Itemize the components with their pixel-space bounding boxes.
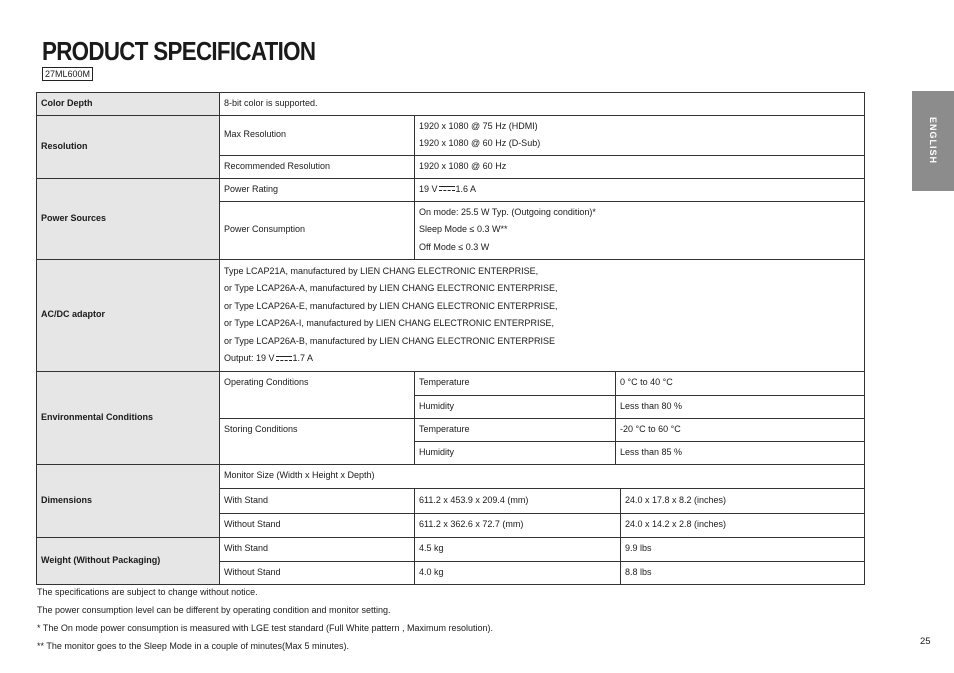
off-mode: Off Mode ≤ 0.3 W — [419, 241, 490, 252]
adaptor-label: AC/DC adaptor — [37, 259, 220, 371]
operating-conditions-label: Operating Conditions — [220, 371, 415, 418]
dim-with-stand-mm: 611.2 x 453.9 x 209.4 (mm) — [415, 488, 621, 513]
adaptor-output-current: 1.7 A — [292, 353, 314, 363]
dim-without-stand-in: 24.0 x 14.2 x 2.8 (inches) — [621, 513, 865, 537]
op-temperature-label: Temperature — [415, 371, 616, 395]
max-resolution-dsub: 1920 x 1080 @ 60 Hz (D-Sub) — [419, 138, 541, 148]
weight-without-stand-label: Without Stand — [220, 561, 415, 584]
adaptor-value — [220, 259, 865, 371]
adaptor-output-voltage: Output: 19 V — [224, 353, 275, 363]
weight-without-stand-lbs: 8.8 lbs — [621, 561, 865, 584]
dim-with-stand-in: 24.0 x 17.8 x 8.2 (inches) — [621, 488, 865, 513]
st-temperature-value: -20 °C to 60 °C — [616, 418, 865, 441]
dimensions-label: Dimensions — [37, 464, 220, 537]
language-tab — [912, 91, 954, 191]
recommended-resolution-label: Recommended Resolution — [220, 155, 415, 178]
power-consumption-value — [415, 201, 865, 259]
adaptor-line: or Type LCAP26A-I, manufactured by LIEN CHANG ELECTRONIC ENTERPRISE, — [224, 318, 554, 328]
page-title: PRODUCT SPECIFICATION — [42, 36, 316, 66]
st-humidity-label: Humidity — [415, 441, 616, 464]
adaptor-line: or Type LCAP26A-E, manufactured by LIEN CHANG ELECTRONIC ENTERPRISE, — [224, 300, 558, 311]
table-row — [37, 115, 865, 155]
weight-label: Weight (Without Packaging) — [37, 537, 220, 584]
dim-without-stand-mm: 611.2 x 362.6 x 72.7 (mm) — [415, 513, 621, 537]
recommended-resolution-value: 1920 x 1080 @ 60 Hz — [415, 155, 865, 178]
st-temperature-label: Temperature — [415, 418, 616, 441]
table-row — [37, 537, 865, 561]
dc-symbol-icon — [276, 356, 292, 364]
resolution-label: Resolution — [37, 115, 220, 178]
table-row — [37, 93, 865, 116]
model-number: 27ML600M — [42, 67, 93, 81]
power-rating-value — [415, 178, 865, 201]
dim-without-stand-label: Without Stand — [220, 513, 415, 537]
max-resolution-label: Max Resolution — [220, 115, 415, 155]
page-number: 25 — [920, 636, 931, 647]
table-row — [37, 259, 865, 371]
footnotes — [37, 583, 493, 655]
weight-with-stand-label: With Stand — [220, 537, 415, 561]
color-depth-label: Color Depth — [37, 93, 220, 116]
adaptor-output — [224, 350, 860, 368]
op-humidity-value: Less than 80 % — [616, 395, 865, 418]
table-row — [37, 464, 865, 488]
color-depth-value: 8-bit color is supported. — [220, 93, 865, 116]
power-rating-label: Power Rating — [220, 178, 415, 201]
adaptor-line: Type LCAP21A, manufactured by LIEN CHANG ELECTRONIC ENTERPRISE, — [224, 265, 539, 276]
environment-label: Environmental Conditions — [37, 371, 220, 464]
weight-with-stand-lbs: 9.9 lbs — [621, 537, 865, 561]
dim-with-stand-label: With Stand — [220, 488, 415, 513]
dc-symbol-icon — [439, 186, 455, 194]
adaptor-line: or Type LCAP26A-A, manufactured by LIEN CHANG ELECTRONIC ENTERPRISE, — [224, 283, 558, 293]
max-resolution-hdmi: 1920 x 1080 @ 75 Hz (HDMI) — [419, 120, 538, 131]
power-sources-label: Power Sources — [37, 178, 220, 259]
on-mode: On mode: 25.5 W Typ. (Outgoing condition)* — [419, 206, 596, 217]
spec-table — [36, 92, 865, 585]
power-rating-voltage: 19 V — [419, 183, 438, 194]
weight-without-stand-kg: 4.0 kg — [415, 561, 621, 584]
op-temperature-value: 0 °C to 40 °C — [616, 371, 865, 395]
language-tab-label: ENGLISH — [928, 117, 938, 165]
footnote: * The On mode power consumption is measured with LGE test standard (Full White pattern , Maximum resolution). — [37, 623, 494, 633]
power-rating-current: 1.6 A — [455, 183, 477, 194]
storing-conditions-label: Storing Conditions — [220, 418, 415, 464]
op-humidity-label: Humidity — [415, 395, 616, 418]
sleep-mode: Sleep Mode ≤ 0.3 W** — [419, 224, 508, 235]
weight-with-stand-kg: 4.5 kg — [415, 537, 621, 561]
footnote: The specifications are subject to change without notice. — [37, 587, 258, 597]
footnote: The power consumption level can be different by operating condition and monitor setting. — [37, 605, 391, 615]
footnote: ** The monitor goes to the Sleep Mode in a couple of minutes(Max 5 minutes). — [37, 641, 349, 651]
st-humidity-value: Less than 85 % — [616, 441, 865, 464]
table-row — [37, 371, 865, 395]
adaptor-line: or Type LCAP26A-B, manufactured by LIEN CHANG ELECTRONIC ENTERPRISE — [224, 335, 555, 346]
table-row — [37, 178, 865, 201]
max-resolution-value — [415, 115, 865, 155]
power-consumption-label: Power Consumption — [220, 201, 415, 259]
dimensions-header: Monitor Size (Width x Height x Depth) — [220, 464, 865, 488]
